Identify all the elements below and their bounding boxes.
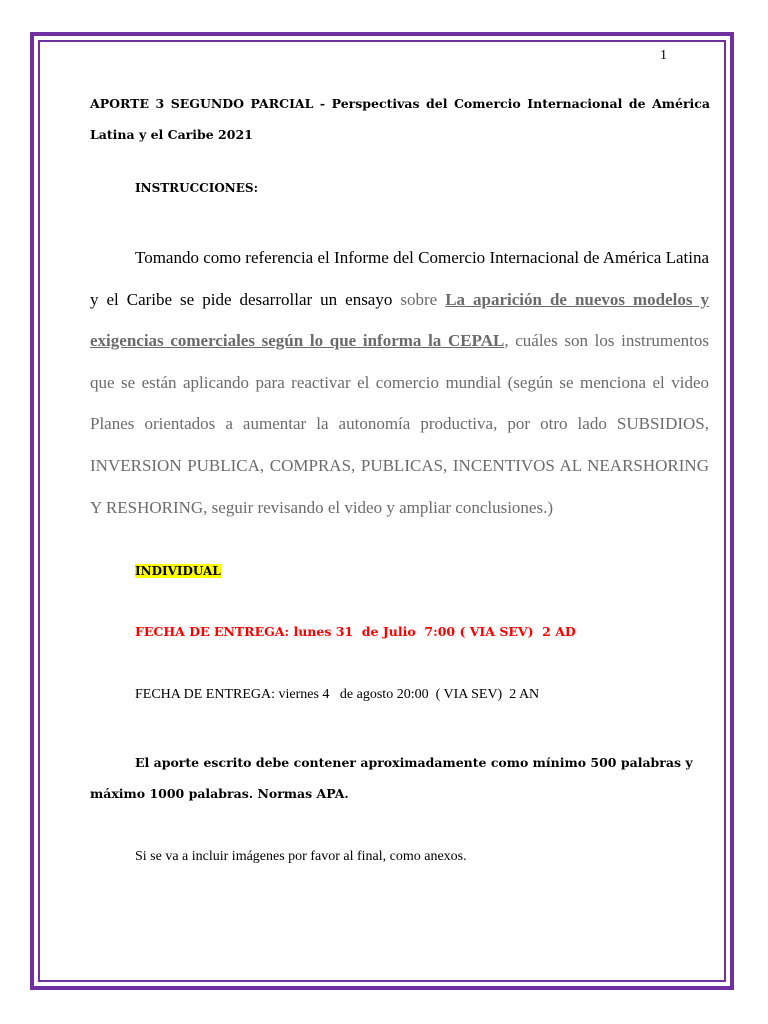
intro-text: Tomando como referencia el Informe del Comercio Internacional de América Latina y el Caribe se pide desarrollar un ensayo: [90, 248, 709, 309]
individual-label: INDIVIDUAL: [135, 564, 221, 578]
topic-text: La aparición de nuevos modelos y exigencias comerciales según lo que informa la CEPAL: [90, 289, 710, 351]
page-number: 1: [660, 48, 667, 63]
instructions-paragraph: [90, 237, 709, 528]
images-note: Si se va a incluir imágenes por favor al final, como anexos.: [135, 849, 467, 864]
word-requirement: El aporte escrito debe contener aproximadamente como mínimo 500 palabras y máximo 1000 palabras. Normas APA.: [90, 755, 693, 801]
due-date-ad: FECHA DE ENTREGA: lunes 31 de Julio 7:00 ( VIA SEV) 2 AD: [135, 624, 576, 639]
rest-text: , cuáles son los instrumentos que se están aplicando para reactivar el comercio mundial (según se menciona el video Planes orientados a aumentar la autonomía productiva, por otro lado SUBSIDIOS, INVERSION PUBLICA, COMPRAS, PUBLICAS, INCENTIVOS AL NEARSHORING Y RESHORING, seguir revisando el video y ampliar conclusiones.): [90, 331, 709, 517]
instructions-heading: INSTRUCCIONES:: [135, 181, 258, 195]
sobre-text: sobre: [400, 289, 446, 309]
due-date-an: FECHA DE ENTREGA: viernes 4 de agosto 20:00 ( VIA SEV) 2 AN: [135, 687, 540, 702]
document-title: APORTE 3 SEGUNDO PARCIAL - Perspectivas del Comercio Internacional de América Latina y el Caribe 2021: [90, 96, 710, 142]
